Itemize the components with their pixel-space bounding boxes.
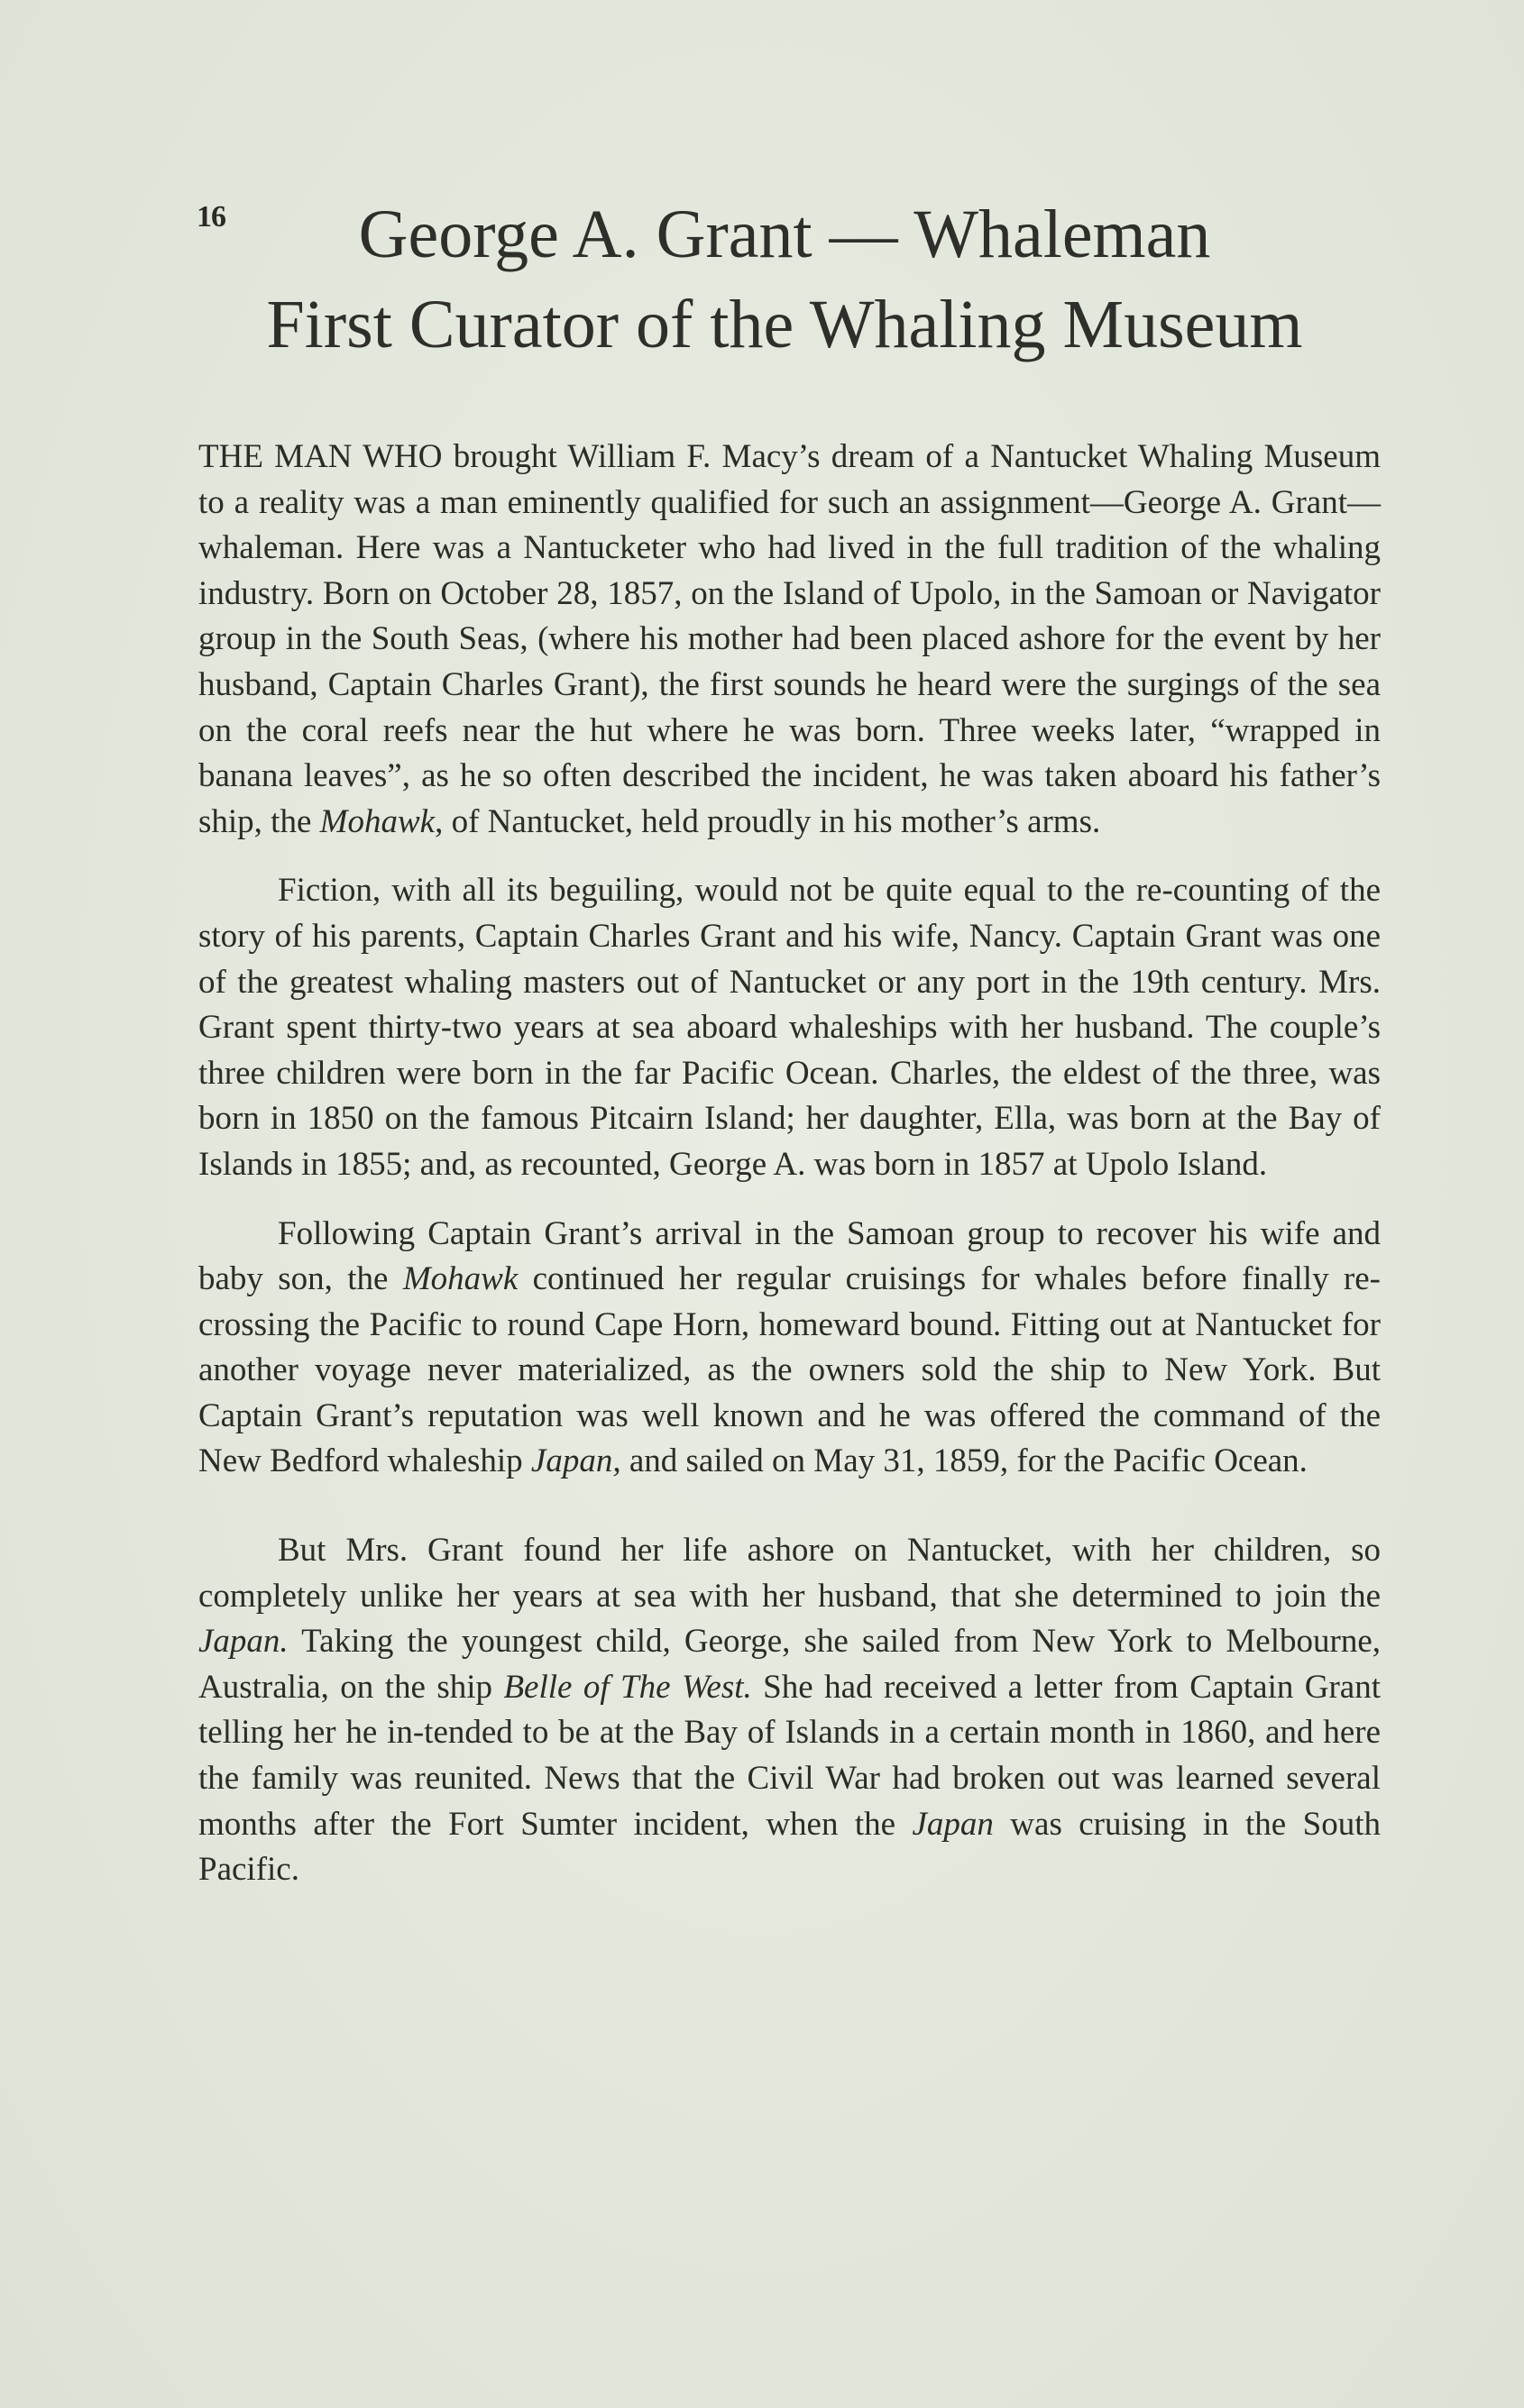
title-line-1: George A. Grant — Whaleman bbox=[358, 197, 1211, 272]
page-number: 16 bbox=[197, 200, 225, 233]
paragraph-1 bbox=[198, 435, 1381, 845]
paragraph-3 bbox=[198, 1212, 1381, 1486]
paragraph-text: continued her regular cruisings for whales before finally re-crossing the Pacific to round Cape Horn, homeward bound. Fitting out at Nantucket for another voyage never materialized, as the owners sold the ship to New York. But Captain Grant’s reputation was well known and he was offered the command of the New Bedford whaleship bbox=[198, 1260, 1381, 1480]
paragraph-text: Taking the youngest child, George, she sailed from New York to Melbourne, Australia, on the ship bbox=[198, 1623, 1381, 1706]
paragraph-text: Following Captain Grant’s arrival in the Samoan group to recover his wife and baby son, the bbox=[198, 1214, 1381, 1298]
article-title bbox=[189, 189, 1380, 370]
paragraph-text: But Mrs. Grant found her life ashore on Nantucket, with her children, so completely unlike her years at sea with her husband, that she determined to join the bbox=[198, 1532, 1381, 1615]
ship-name: Japan bbox=[912, 1805, 994, 1843]
paragraph-text: THE MAN WHO brought William F. Macy’s dream of a Nantucket Whaling Museum to a reality was a man eminently qualified for such an assignment—George A. Grant—whaleman. Here was a Nantucketer who had lived in the full tradition of the whaling industry. Born on October 28, 1857, on the Island of Upolo, in the Samoan or Navigator group in the South Seas, (where his mother had been placed ashore for the event by her husband, Captain Charles Grant), the first sounds he heard were the surgings of the sea on the coral reefs near the hut where he was born. Three weeks later, “wrapped in banana leaves”, as he so often described the incident, he was taken aboard his father’s ship, the bbox=[198, 438, 1381, 840]
ship-name: Mohawk bbox=[402, 1260, 519, 1298]
ship-name: Japan, bbox=[530, 1442, 621, 1480]
paragraph-text: , of Nantucket, held proudly in his mother’s arms. bbox=[435, 802, 1101, 840]
article-body bbox=[198, 435, 1381, 1893]
paragraph-text: Fiction, with all its beguiling, would not be quite equal to the re-counting of the story of his parents, Captain Charles Grant and his wife, Nancy. Captain Grant was one of the greatest whaling masters out of Nantucket or any port in the 19th century. Mrs. Grant spent thirty-two years at sea aboard whaleships with her husband. The couple’s three children were born in the far Pacific Ocean. Charles, the eldest of the three, was born in 1850 on the famous Pitcairn Island; her daughter, Ella, was born at the Bay of Islands in 1855; and, as recounted, George A. was born in 1857 at Upolo Island. bbox=[198, 872, 1381, 1183]
paragraph-text: and sailed on May 31, 1859, for the Pacific Ocean. bbox=[620, 1442, 1308, 1480]
paragraph-text: was cruising in the South Pacific. bbox=[198, 1805, 1381, 1889]
ship-name: Belle of The West. bbox=[503, 1668, 752, 1706]
ship-name: Japan. bbox=[198, 1623, 289, 1661]
paragraph-2 bbox=[198, 868, 1381, 1187]
ship-name: Mohawk bbox=[319, 802, 436, 840]
paragraph-text: She had received a letter from Captain Grant telling her he in-tended to be at the Bay of Islands in a certain month in 1860, and here the family was reunited. News that the Civil War had broken out was learned several months after the Fort Sumter incident, when the bbox=[198, 1668, 1382, 1843]
title-line-2: First Curator of the Whaling Museum bbox=[266, 287, 1303, 362]
paragraph-4 bbox=[198, 1528, 1381, 1893]
